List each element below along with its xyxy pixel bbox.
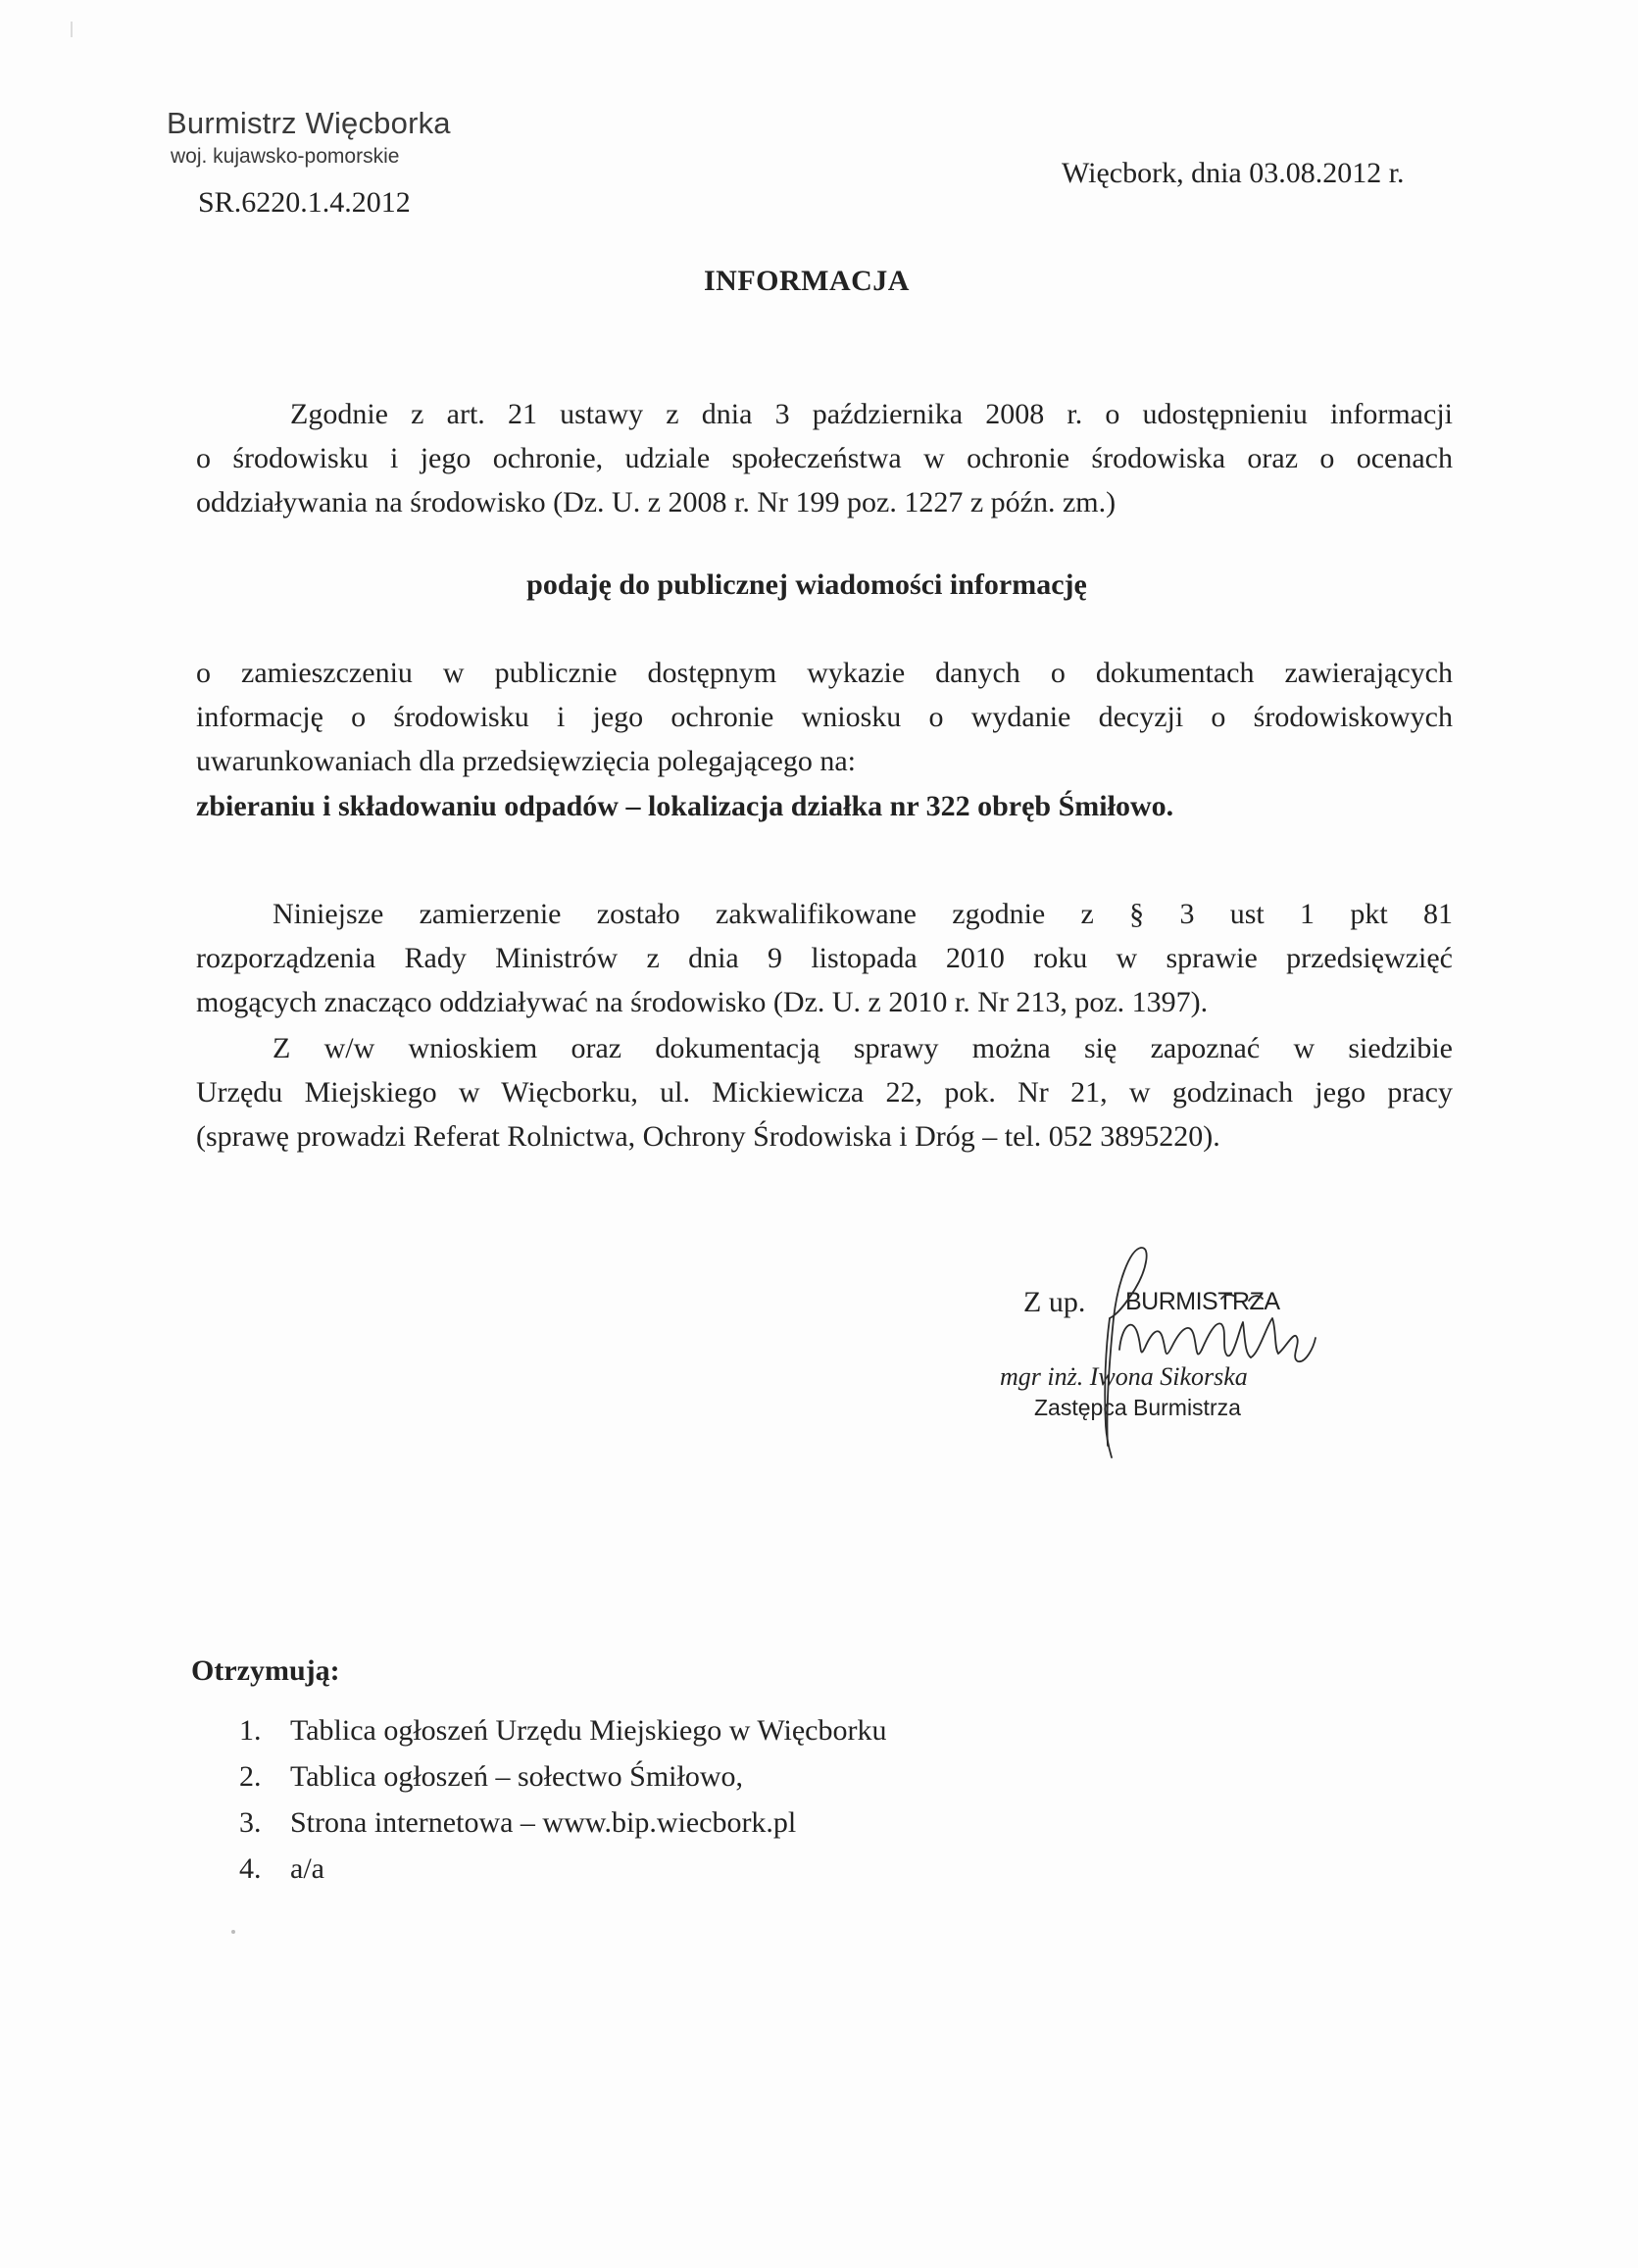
signature-office: BURMISTRZA — [1125, 1288, 1280, 1315]
list-item-text: Tablica ogłoszeń – sołectwo Śmiłowo, — [290, 1760, 743, 1793]
scan-mark — [231, 1930, 235, 1934]
region-stamp: woj. kujawsko-pomorskie — [171, 145, 400, 168]
document-heading — [0, 265, 1638, 298]
paragraph-line: Z w/w wnioskiem oraz dokumentacją sprawy można się zapoznać w siedzibie — [273, 1032, 1453, 1064]
paragraph-line: o środowisku i jego ochronie, udziale społeczeństwa w ochronie środowiska oraz o ocenach — [196, 442, 1453, 474]
notice-paragraph — [196, 651, 1453, 783]
list-item-text: Strona internetowa – www.bip.wiecbork.pl — [290, 1806, 797, 1839]
reference-number: SR.6220.1.4.2012 — [198, 186, 411, 219]
list-item — [239, 1753, 886, 1800]
paragraph-line: mogących znacząco oddziaływać na środowisko (Dz. U. z 2010 r. Nr 213, poz. 1397). — [196, 986, 1209, 1018]
paragraph-line: Urzędu Miejskiego w Więcborku, ul. Mickiewicza 22, pok. Nr 21, w godzinach jego pracy — [196, 1076, 1453, 1109]
place-and-date: Więcbork, dnia 03.08.2012 r. — [1062, 157, 1405, 189]
list-item-text: a/a — [290, 1852, 324, 1885]
list-item-number: 2. — [239, 1760, 262, 1793]
handwritten-signature — [1049, 1240, 1343, 1465]
list-item-number: 1. — [239, 1714, 262, 1747]
scan-mark — [71, 22, 73, 37]
list-item-number: 4. — [239, 1852, 262, 1885]
signature-prefix: Z up. — [1023, 1286, 1086, 1318]
issuer-stamp: Burmistrz Więcborka — [167, 106, 451, 140]
intro-paragraph — [196, 392, 1453, 524]
paragraph-line: (sprawę prowadzi Referat Rolnictwa, Ochrony Środowiska i Dróg – tel. 052 3895220). — [196, 1120, 1220, 1153]
declaration-text: podaję do publicznej wiadomości informację — [526, 568, 1087, 601]
paragraph-line: rozporządzenia Rady Ministrów z dnia 9 listopada 2010 roku w sprawie przedsięwzięć — [196, 942, 1453, 974]
heading-text: INFORMACJA — [704, 265, 910, 297]
access-paragraph — [196, 1026, 1453, 1159]
project-subject: zbieraniu i składowaniu odpadów – lokalizacja działka nr 322 obręb Śmiłowo. — [196, 790, 1174, 822]
paragraph-line: Zgodnie z art. 21 ustawy z dnia 3 października 2008 r. o udostępnieniu informacji — [290, 398, 1453, 430]
paragraph-line: oddziaływania na środowisko (Dz. U. z 2008 r. Nr 199 poz. 1227 z późn. zm.) — [196, 486, 1117, 518]
paragraph-line: o zamieszczeniu w publicznie dostępnym wykazie danych o dokumentach zawierających — [196, 657, 1453, 689]
recipients-heading: Otrzymują: — [191, 1654, 340, 1687]
declaration — [0, 568, 1638, 602]
signatory-role: Zastępca Burmistrza — [1034, 1395, 1241, 1420]
paragraph-line: Niniejsze zamierzenie zostało zakwalifikowane zgodnie z § 3 ust 1 pkt 81 — [273, 898, 1453, 930]
paragraph-line: uwarunkowaniach dla przedsięwzięcia polegającego na: — [196, 745, 857, 777]
paragraph-line: informację o środowisku i jego ochronie wniosku o wydanie decyzji o środowiskowych — [196, 701, 1453, 733]
recipients-list — [239, 1707, 886, 1892]
classification-paragraph — [196, 892, 1453, 1024]
list-item-number: 3. — [239, 1806, 262, 1839]
signatory-name: mgr inż. Iwona Sikorska — [1000, 1362, 1248, 1391]
list-item — [239, 1707, 886, 1753]
list-item — [239, 1846, 886, 1892]
list-item-text: Tablica ogłoszeń Urzędu Miejskiego w Więcborku — [290, 1714, 887, 1747]
list-item — [239, 1800, 886, 1846]
